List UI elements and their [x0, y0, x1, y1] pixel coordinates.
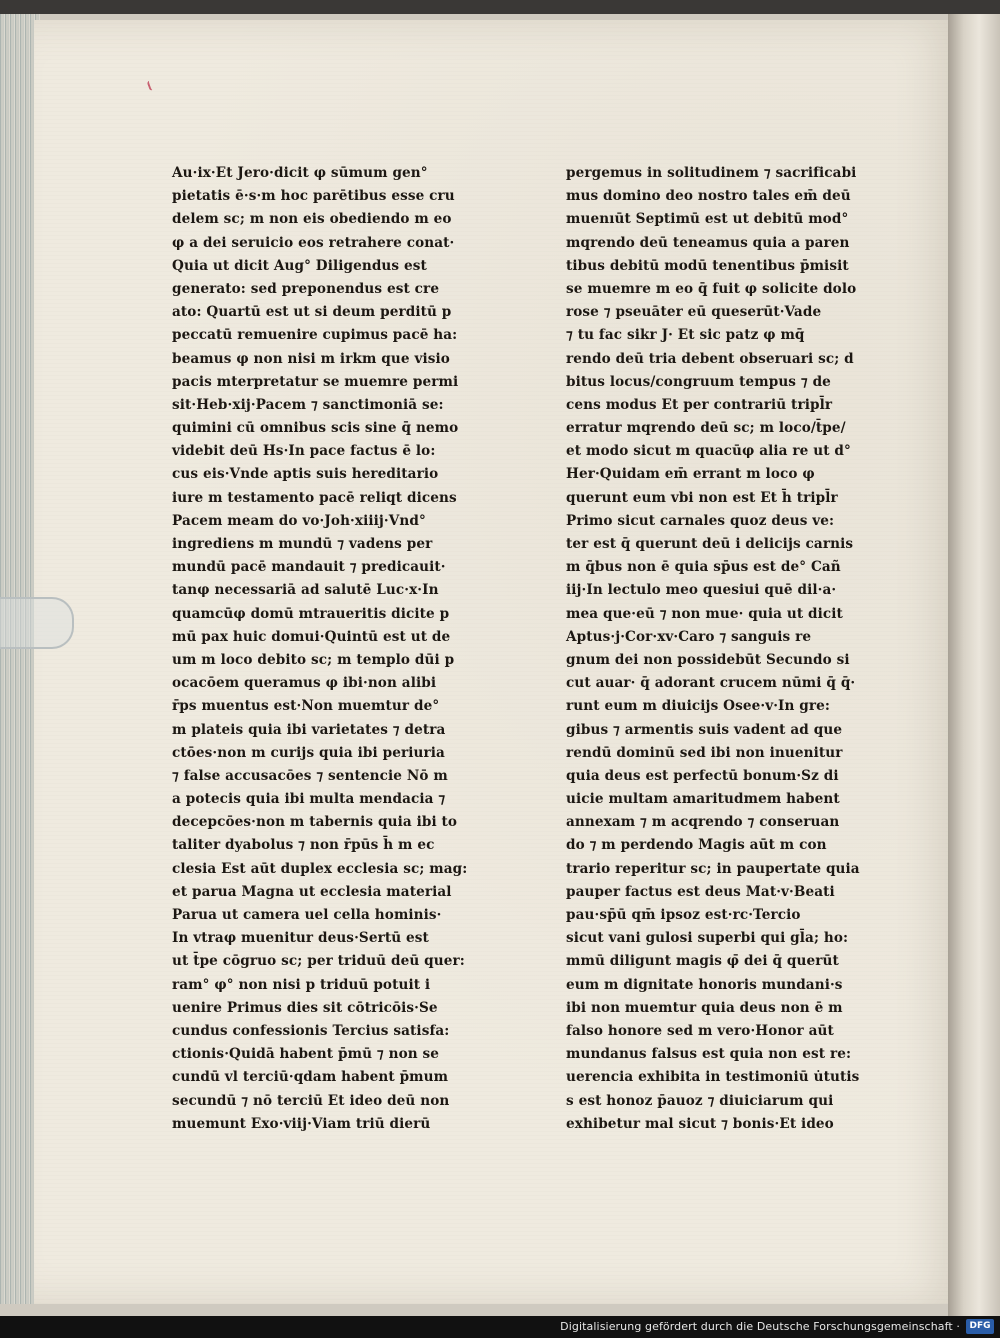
text-line: ctōes·non m curijs quia ibi periuria: [172, 744, 445, 761]
text-line: cundū vl terciū·qdam habent p̄mum: [172, 1069, 449, 1086]
text-line: cens modus Et per contrariū tripl̄r: [566, 396, 833, 413]
text-line: m plateis quia ibi varietates ⁊ detra: [172, 721, 446, 738]
right-text-column: [566, 162, 884, 1136]
text-line: gibus ⁊ armentis suis vadent ad que: [566, 721, 843, 738]
text-line: tibus debitū modū tenentibus p̄misit: [566, 257, 849, 274]
text-line: cus eis·Vnde aptis suis hereditario: [172, 466, 439, 483]
text-line: trario reperitur sc; in paupertate quia: [566, 860, 860, 877]
text-line: ut t̄pe cōgruo sc; per triduū deū quer:: [172, 953, 465, 970]
text-line: ingrediens m mundū ⁊ vadens per: [172, 536, 433, 552]
text-line: pietatis ē·s·m hoc parētibus esse cru: [172, 188, 455, 205]
text-line: ctionis·Quidā habent p̄mū ⁊ non se: [172, 1046, 440, 1063]
text-line: mus domino deo nostro tales em̄ deū: [566, 188, 851, 205]
text-line: muenıūt Septimū est ut debitū mod°: [566, 211, 849, 228]
text-line: ⁊ false accusacōes ⁊ sentencie Nō m: [172, 767, 448, 784]
text-line: ⁊ tu fac sikr J· Et sic patz φ mq̄: [566, 327, 805, 344]
text-line: gnum dei non possidebūt Secundo si: [566, 651, 850, 668]
text-line: quia deus est perfectū bonum·Sz di: [566, 767, 839, 784]
digitization-footer: [0, 1316, 1000, 1338]
text-line: quamcūφ domū mtraueritis dicite p: [172, 605, 450, 622]
text-line: rendū dominū sed ibi non inuenitur: [566, 744, 843, 761]
text-line: videbit deū Hs·In pace factus ē lo:: [172, 443, 436, 460]
text-line: querunt eum vbi non est Et h̄ tripl̄r: [566, 489, 838, 506]
text-line: iij·In lectulo meo quesiui quē dil·a·: [566, 582, 837, 599]
text-line: erratur mqrendo deū sc; m loco/t̄pe/: [566, 420, 846, 437]
text-line: m q̄bus non ē quia sp̄us est de° Cañ: [566, 559, 841, 576]
text-line: muemunt Exo·viij·Viam triū dierū: [172, 1115, 431, 1132]
text-line: annexam ⁊ m acqrendo ⁊ conseruan: [566, 814, 840, 831]
text-line: Aptus·j·Cor·xv·Caro ⁊ sanguis re: [566, 628, 812, 645]
text-line: et modo sicut m quacūφ alia re ut d°: [566, 443, 851, 460]
text-line: clesia Est aūt duplex ecclesia sc; mag:: [172, 860, 468, 877]
text-line: secundū ⁊ nō terciū Et ideo deū non: [172, 1092, 450, 1109]
text-line: ato: Quartū est ut si deum perditū p: [172, 304, 452, 321]
text-line: peccatū remuenire cupimus pacē ha:: [172, 327, 458, 344]
page-clip: [0, 597, 74, 649]
text-line: ocacōem queramus φ ibi·non alibi: [172, 675, 437, 692]
text-line: do ⁊ m perdendo Magis aūt m con: [566, 837, 827, 854]
text-line: quimini cū omnibus scis sine q̄ nemo: [172, 420, 459, 437]
text-line: ram° φ° non nisi p triduū potuit i: [172, 976, 431, 993]
text-line: mū pax huic domui·Quintū est ut de: [172, 628, 451, 645]
text-line: pergemus in solitudinem ⁊ sacrificabi: [566, 165, 857, 181]
text-line: et parua Magna ut ecclesia material: [172, 883, 452, 900]
text-line: a potecis quia ibi multa mendacia ⁊: [172, 791, 446, 808]
text-line: ter est q̄ querunt deū i delicijs carnis: [566, 536, 854, 552]
text-line: tanφ necessariā ad salutē Luc·x·In: [172, 582, 439, 599]
text-line: generato: sed preponendus est cre: [172, 280, 440, 297]
text-line: exhibetur mal sicut ⁊ bonis·Et ideo: [566, 1115, 834, 1132]
text-line: pau·sp̄ū qm̄ ipsoz est·rc·Tercio: [566, 907, 801, 923]
text-line: In vtraφ muenitur deus·Sertū est: [172, 930, 429, 947]
text-line: s est honoz p̄auoz ⁊ diuiciarum qui: [566, 1092, 834, 1109]
text-line: sicut vani gulosi superbi qui gl̄a; ho:: [566, 930, 849, 947]
text-line: bitus locus/congruum tempus ⁊ de: [566, 373, 831, 390]
text-line: mqrendo deū teneamus quia a paren: [566, 234, 850, 251]
text-line: beamus φ non nisi m irkm que visio: [172, 350, 450, 367]
text-line: mea que·eū ⁊ non mue· quia ut dicit: [566, 605, 843, 622]
text-line: delem sc; m non eis obediendo m eo: [172, 211, 452, 228]
scanner-top-edge: [0, 0, 1000, 14]
footer-credit-text: Digitalisierung gefördert durch die Deutsche Forschungsgemeinschaft ·: [560, 1320, 960, 1333]
text-line: cut auar· q̄ adorant crucem nūmi q̄ q̄·: [566, 675, 856, 692]
text-line: uicie multam amaritudmem habent: [566, 791, 840, 808]
text-line: iure m testamento pacē reliqt dicens: [172, 489, 457, 506]
text-line: mmū diligunt magis φ̄ dei q̄ querūt: [566, 953, 839, 970]
text-line: decepcōes·non m tabernis quia ibi to: [172, 814, 458, 831]
text-line: sit·Heb·xij·Pacem ⁊ sanctimoniā se:: [172, 396, 444, 413]
text-line: mundanus falsus est quia non est re:: [566, 1046, 852, 1063]
text-line: se muemre m eo q̄ fuit φ solicite dolo: [566, 280, 857, 297]
text-line: Her·Quidam em̄ errant m loco φ: [566, 466, 815, 483]
text-line: um m loco debito sc; m templo dūi p: [172, 651, 455, 668]
book-gutter: [948, 14, 1000, 1316]
text-line: Pacem meam do vo·Joh·xiiij·Vnd°: [172, 512, 426, 529]
text-line: uenire Primus dies sit cōtricōis·Se: [172, 999, 438, 1016]
text-line: eum m dignitate honoris mundani·s: [566, 976, 843, 993]
text-line: Au·ix·Et Jero·dicit φ sūmum gen°: [172, 165, 428, 181]
text-line: rose ⁊ pseuāter eū queserūt·Vade: [566, 304, 822, 321]
text-line: cundus confessionis Tercius satisfa:: [172, 1022, 450, 1039]
text-line: rendo deū tria debent obseruari sc; d: [566, 350, 854, 367]
left-text-column: [172, 162, 492, 1136]
text-line: uerencia exhibita in testimoniū u̇tutis: [566, 1069, 860, 1086]
text-line: r̄ps muentus est·Non muemtur de°: [172, 698, 440, 715]
text-line: φ a dei seruicio eos retrahere conat·: [172, 234, 455, 251]
text-line: falso honore sed m vero·Honor aūt: [566, 1022, 834, 1039]
dfg-logo: DFG: [966, 1319, 994, 1334]
text-line: Parua ut camera uel cella hominis·: [172, 907, 442, 923]
text-line: pacis mterpretatur se muemre permi: [172, 373, 459, 390]
text-line: mundū pacē mandauit ⁊ predicauit·: [172, 559, 446, 576]
text-line: taliter dyabolus ⁊ non r̄pūs h̄ m ec: [172, 837, 435, 854]
text-line: pauper factus est deus Mat·v·Beati: [566, 883, 835, 900]
text-line: runt eum m diuicijs Osee·v·In gre:: [566, 698, 831, 715]
text-line: Quia ut dicit Aug° Diligendus est: [172, 257, 427, 274]
text-line: ibi non muemtur quia deus non ē m: [566, 999, 843, 1016]
text-line: Primo sicut carnales quoz deus ve:: [566, 512, 835, 529]
